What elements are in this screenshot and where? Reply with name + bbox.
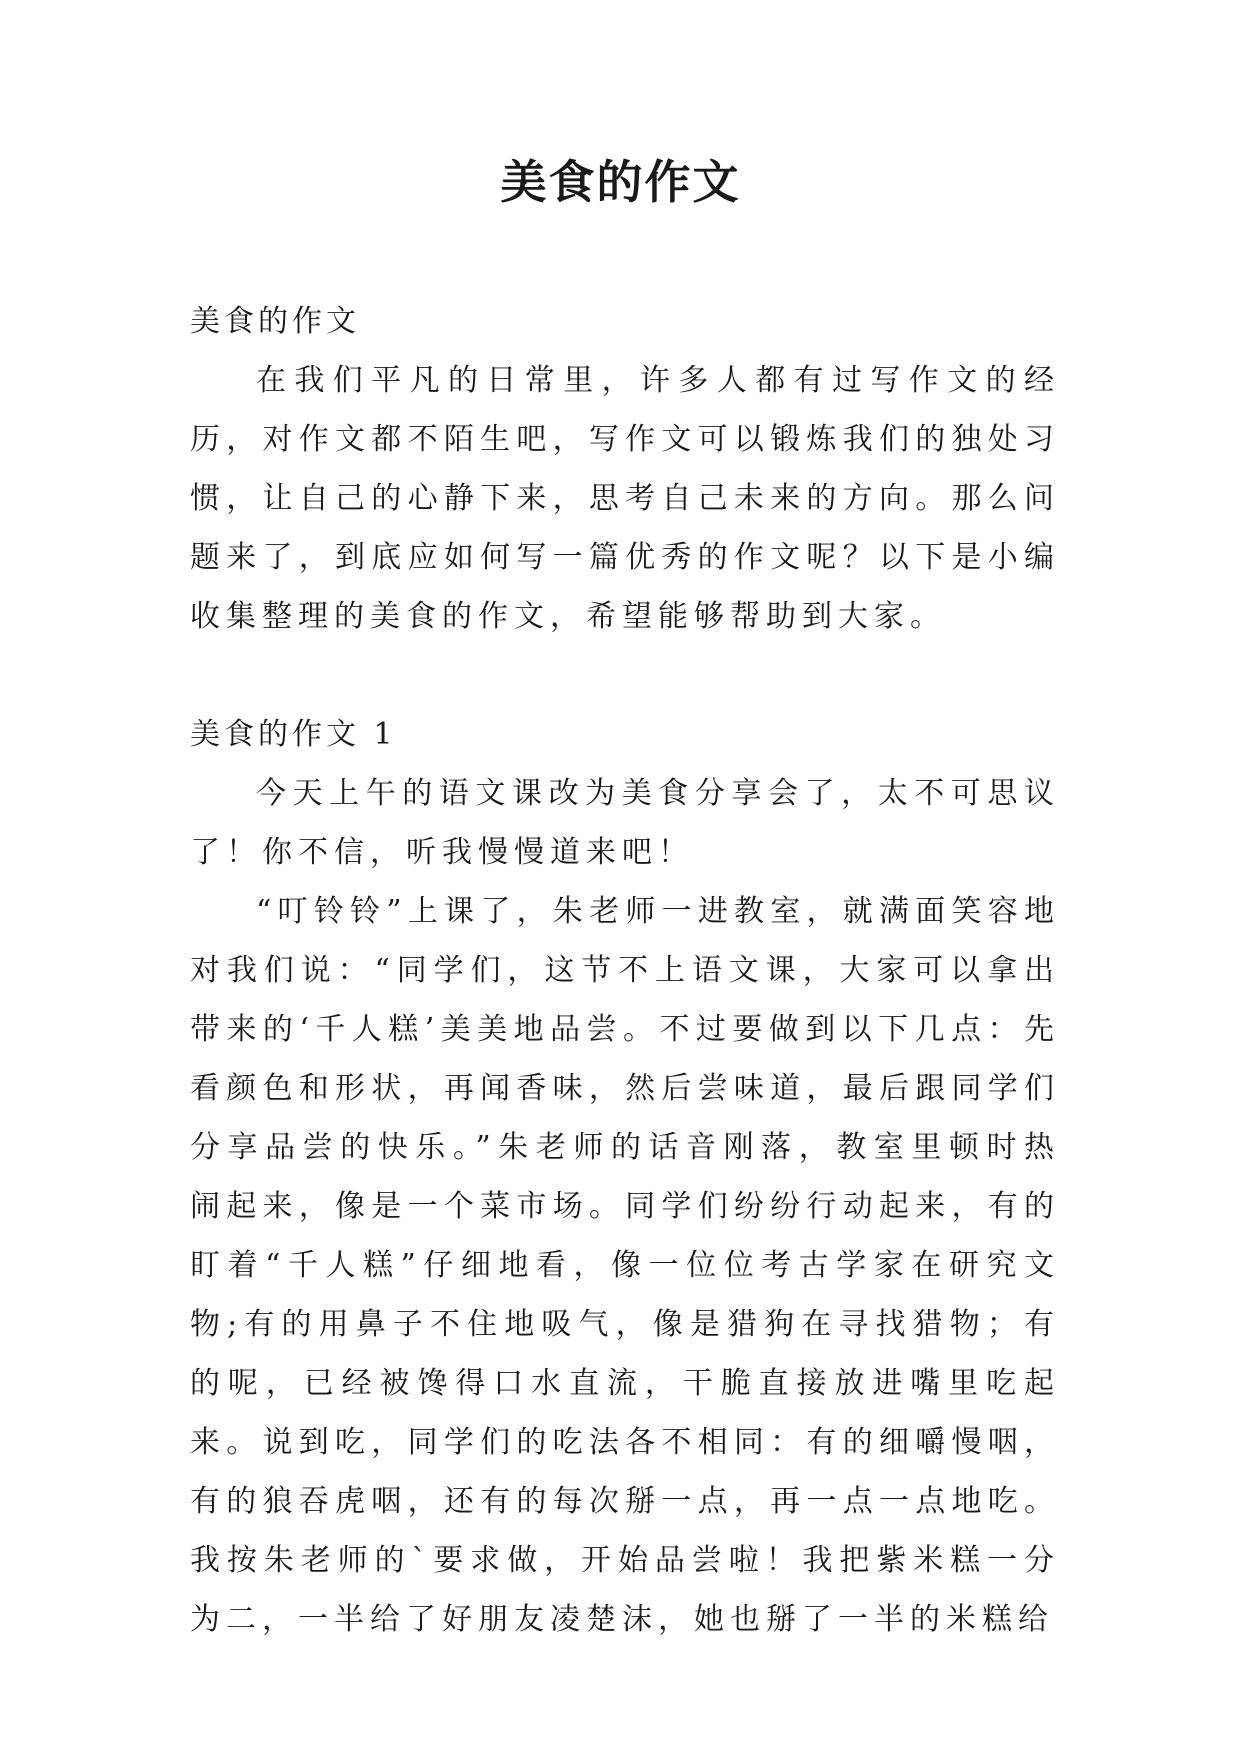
document-title: 美食的作文 xyxy=(500,155,741,209)
document-subtitle: 美食的作文 xyxy=(190,304,360,339)
intro-paragraph: 在我们平凡的日常里，许多人都有过写作文的经历，对作文都不陌生吧，写作文可以锻炼我们的独处习惯，让自己的心静下来，思考自己未来的方向。那么问题来了，到底应如何写一篇优秀的作文呢？以下是小编收集整理的美食的作文，希望能够帮助到大家。 xyxy=(190,363,1060,634)
section-paragraph: 今天上午的语文课改为美食分享会了，太不可思议了！你不信，听我慢慢道来吧！ xyxy=(190,776,1060,870)
section-heading: 美食的作文 1 xyxy=(190,717,397,752)
section-paragraph: “叮铃铃”上课了，朱老师一进教室，就满面笑容地对我们说：“同学们，这节不上语文课，大家可以拿出带来的‘千人糕’美美地品尝。不过要做到以下几点：先看颜色和形状，再闻香味，然后尝味道，最后跟同学们分享品尝的快乐。”朱老师的话音刚落，教室里顿时热闹起来，像是一个菜市场。同学们纷纷行动起来，有的盯着“千人糕”仔细地看，像一位位考古学家在研究文物;有的用鼻子不住地吸气，像是猎狗在寻找猎物；有的呢，已经被馋得口水直流，干脆直接放进嘴里吃起来。说到吃，同学们的吃法各不相同：有的细嚼慢咽，有的狼吞虎咽，还有的每次掰一点，再一点一点地吃。我按朱老师的`要求做，开始品尝啦！我把紫米糕一分为二，一半给了好朋友凌楚沫，她也掰了一半的米糕给 xyxy=(190,894,1060,1637)
paragraph-spacer xyxy=(190,646,1060,705)
document-body xyxy=(190,292,1060,1649)
